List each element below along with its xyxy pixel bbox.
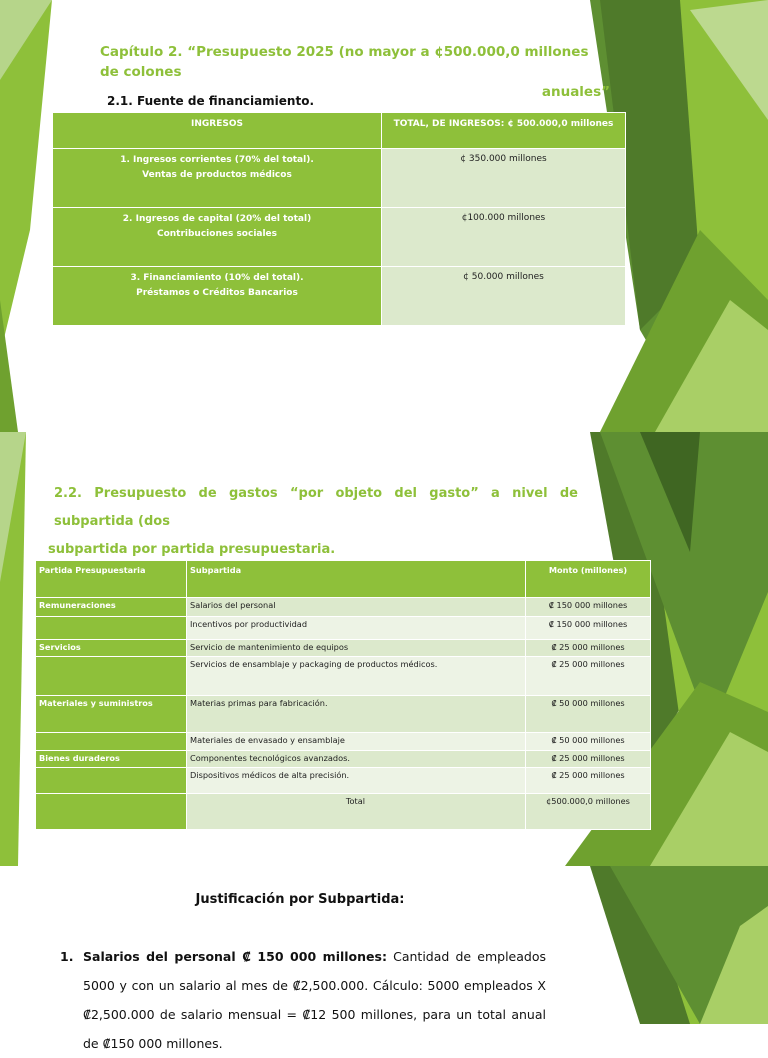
slide-3 xyxy=(0,866,768,1051)
table-header-row xyxy=(36,561,651,598)
partida-cell: Remuneraciones xyxy=(36,598,187,617)
income-source-title: 1. Ingresos corrientes (70% del total). xyxy=(120,155,314,165)
table-row xyxy=(53,208,626,267)
partida-cell xyxy=(36,657,187,696)
header-partida: Partida Presupuestaria xyxy=(36,561,187,598)
partida-cell: Materiales y suministros xyxy=(36,696,187,733)
monto-cell: ₡ 25 000 millones xyxy=(526,768,651,794)
expenses-table xyxy=(35,560,651,830)
table-row xyxy=(36,751,651,768)
monto-cell: ₡ 50 000 millones xyxy=(526,733,651,751)
income-source-title: 2. Ingresos de capital (20% del total) xyxy=(122,214,312,224)
list-item-number: 1. xyxy=(60,949,74,964)
table-row xyxy=(36,598,651,617)
partida-cell xyxy=(36,617,187,640)
list-item xyxy=(60,942,546,1058)
expenses-title-line-2: subpartida por partida presupuestaria. xyxy=(48,542,336,557)
income-amount: ¢ 50.000 millones xyxy=(382,267,626,326)
table-row xyxy=(36,768,651,794)
header-subpartida: Subpartida xyxy=(187,561,526,598)
header-total-ingresos: TOTAL, DE INGRESOS: ¢ 500.000,0 millones xyxy=(382,113,626,149)
monto-cell: ₡ 150 000 millones xyxy=(526,598,651,617)
table-row xyxy=(36,617,651,640)
income-source-detail: Ventas de productos médicos xyxy=(142,170,292,180)
partida-cell xyxy=(36,768,187,794)
income-source xyxy=(53,267,382,326)
income-source xyxy=(53,149,382,208)
subpartida-cell: Salarios del personal xyxy=(187,598,526,617)
subpartida-cell: Dispositivos médicos de alta precisión. xyxy=(187,768,526,794)
table-row xyxy=(36,696,651,733)
table-header-row xyxy=(53,113,626,149)
income-source-title: 3. Financiamiento (10% del total). xyxy=(130,273,304,283)
income-table xyxy=(52,112,626,326)
financing-subtitle: 2.1. Fuente de financiamiento. xyxy=(107,94,315,108)
subpartida-cell: Servicio de mantenimiento de equipos xyxy=(187,640,526,657)
chapter-title-line-1: Capítulo 2. “Presupuesto 2025 (no mayor a ¢500.000,0 millones de colones xyxy=(100,44,589,80)
income-source xyxy=(53,208,382,267)
monto-cell: ₡ 25 000 millones xyxy=(526,657,651,696)
expenses-title xyxy=(48,480,578,564)
justification-heading: Justificación por Subpartida: xyxy=(195,892,405,907)
table-row xyxy=(36,640,651,657)
table-row xyxy=(53,149,626,208)
partida-cell xyxy=(36,733,187,751)
monto-cell: ₡ 25 000 millones xyxy=(526,751,651,768)
chapter-title-line-2: anuales” xyxy=(541,84,610,100)
total-row xyxy=(36,794,651,830)
subpartida-cell: Materias primas para fabricación. xyxy=(187,696,526,733)
expenses-title-line-1: 2.2. Presupuesto de gastos “por objeto del gasto” a nivel de subpartida (dos xyxy=(54,486,578,529)
item-heading: Salarios del personal ₡ 150 000 millones: xyxy=(83,949,387,964)
partida-cell: Bienes duraderos xyxy=(36,751,187,768)
slide-2 xyxy=(0,432,768,866)
total-value: ¢500.000,0 millones xyxy=(526,794,651,830)
subpartida-cell: Componentes tecnológicos avanzados. xyxy=(187,751,526,768)
header-ingresos: INGRESOS xyxy=(53,113,382,149)
item-text: Cantidad de empleados 5000 y con un salario al mes de ₡2,500.000. Cálculo: 5000 empleados X ₡2,500.000 de salario mensual = ₡12 500 millones, para un total anual de ₡150 000 millones. xyxy=(83,949,546,1051)
justification-list xyxy=(60,942,546,1058)
income-source-detail: Contribuciones sociales xyxy=(156,229,278,239)
total-label: Total xyxy=(187,794,526,830)
subpartida-cell: Incentivos por productividad xyxy=(187,617,526,640)
subpartida-cell: Materiales de envasado y ensamblaje xyxy=(187,733,526,751)
slide-1 xyxy=(0,0,768,432)
monto-cell: ₡ 25 000 millones xyxy=(526,640,651,657)
table-row xyxy=(36,733,651,751)
income-source-detail: Préstamos o Créditos Bancarios xyxy=(136,288,298,298)
total-partida-cell xyxy=(36,794,187,830)
income-amount: ¢100.000 millones xyxy=(382,208,626,267)
header-monto: Monto (millones) xyxy=(526,561,651,598)
subpartida-cell: Servicios de ensamblaje y packaging de productos médicos. xyxy=(187,657,526,696)
monto-cell: ₡ 150 000 millones xyxy=(526,617,651,640)
income-amount: ¢ 350.000 millones xyxy=(382,149,626,208)
table-row xyxy=(36,657,651,696)
chapter-title xyxy=(100,42,610,102)
partida-cell: Servicios xyxy=(36,640,187,657)
table-row xyxy=(53,267,626,326)
monto-cell: ₡ 50 000 millones xyxy=(526,696,651,733)
